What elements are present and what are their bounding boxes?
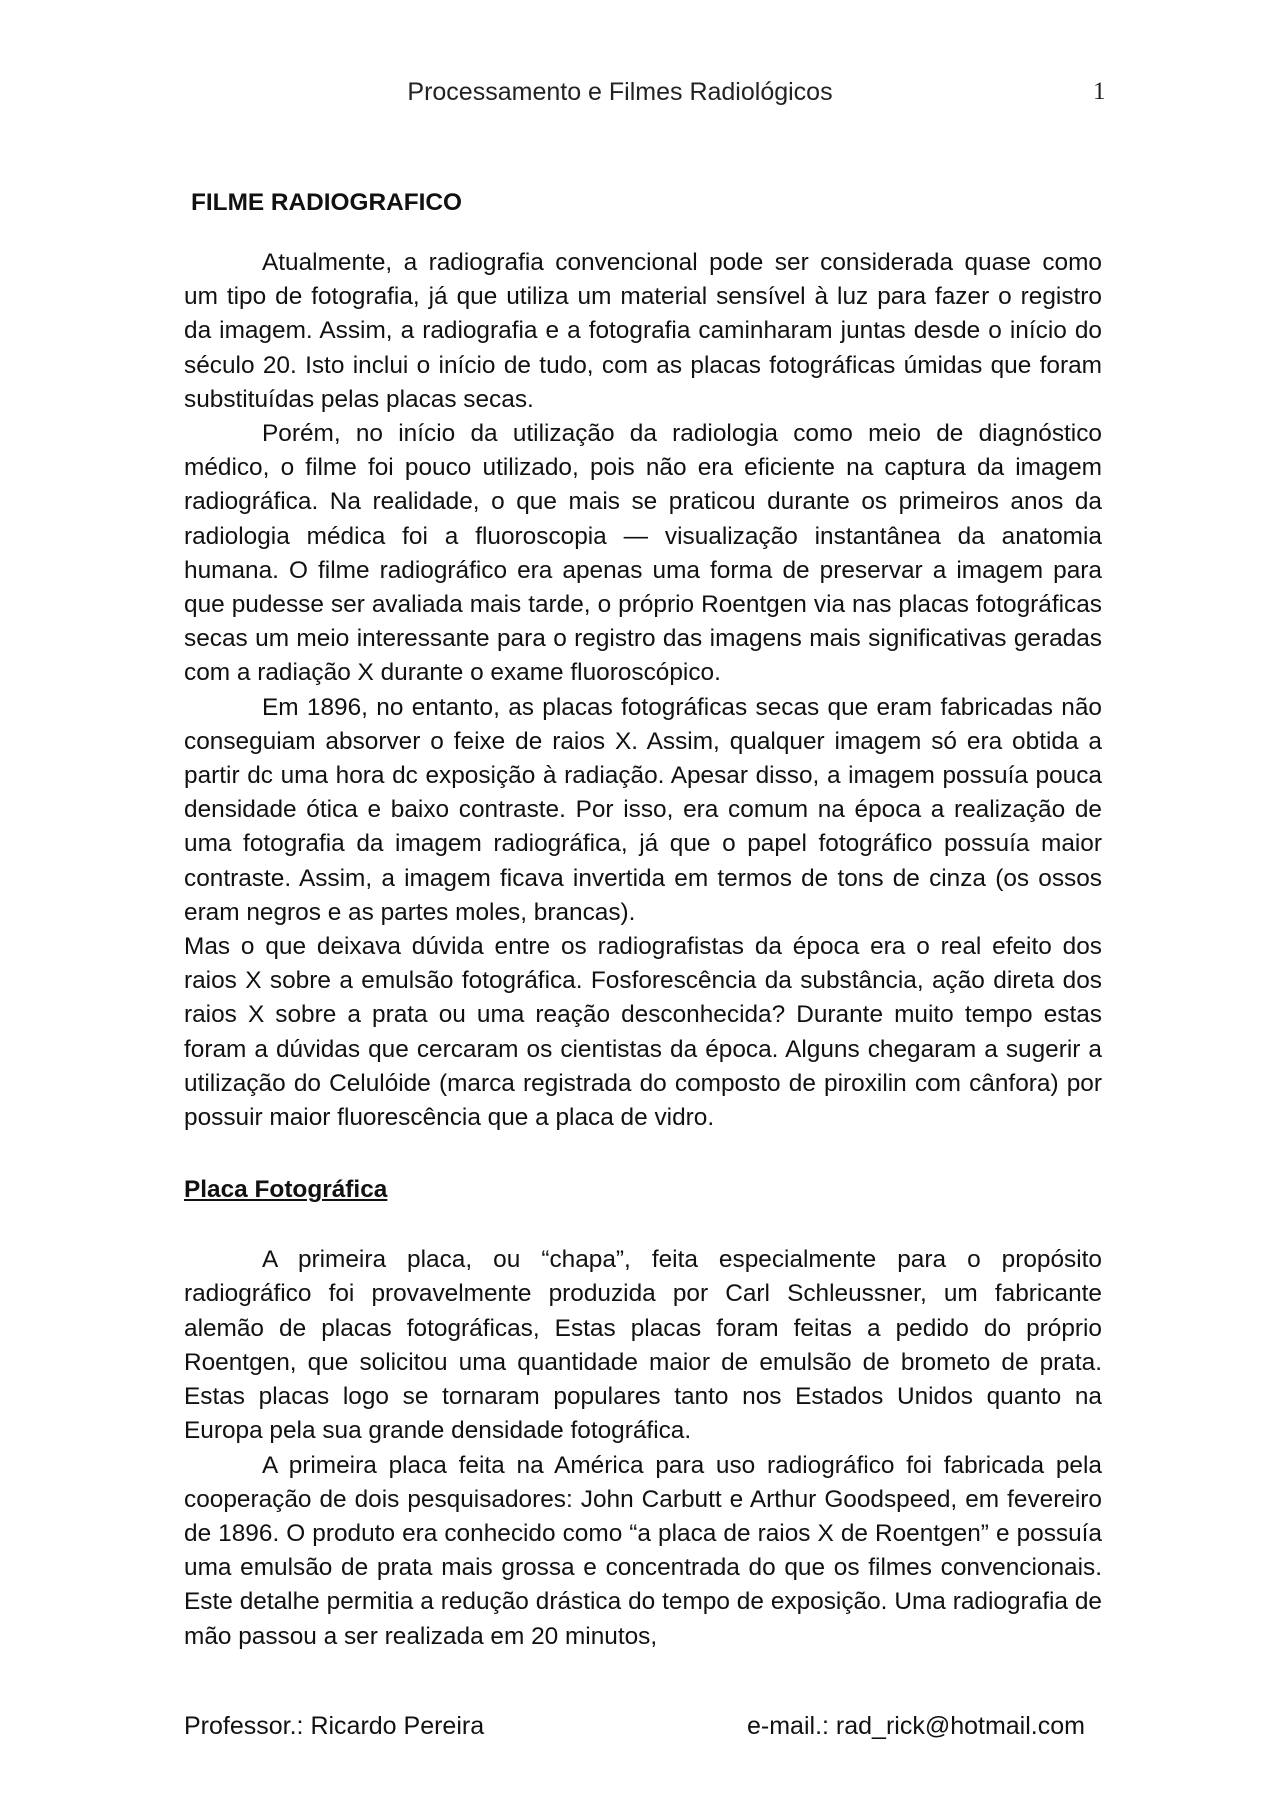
paragraph: Porém, no início da utilização da radiologia como meio de diagnóstico médico, o filme foi pouco utilizado, pois não era eficiente na captura da imagem radiográfica. Na realidade, o que mais se praticou durante os primeiros anos da radiologia médica foi a fluoroscopia — visualização instantânea da anatomia humana. O filme radiográfico era apenas uma forma de preservar a imagem para que pudesse ser avaliada mais tarde, o próprio Roentgen via nas placas fotográficas secas um meio interessante para o registro das imagens mais significativas geradas com a radiação X durante o exame fluoroscópico.: [184, 420, 1102, 687]
subsection-title: Placa Fotográfica: [184, 1176, 388, 1204]
document-body: [184, 186, 1102, 1654]
section-title: FILME RADIOGRAFICO: [191, 189, 462, 216]
paragraph: A primeira placa feita na América para uso radiográfico foi fabricada pela cooperação de dois pesquisadores: John Carbutt e Arthur Goodspeed, em fevereiro de 1896. O produto era conhecido como “a placa de raios X de Roentgen” e possuía uma emulsão de prata mais grossa e concentrada do que os filmes convencionais. Este detalhe permitia a redução drástica do tempo de exposição. Uma radiografia de mão passou a ser realizada em 20 minutos,: [184, 1451, 1102, 1650]
paragraph: A primeira placa, ou “chapa”, feita especialmente para o propósito radiográfico foi provavelmente produzida por Carl Schleussner, um fabricante alemão de placas fotográficas, Estas placas foram feitas a pedido do próprio Roentgen, que solicitou uma quantidade maior de emulsão de brometo de prata. Estas placas logo se tornaram populares tanto nos Estados Unidos quanto na Europa pela sua grande densidade fotográfica.: [184, 1246, 1102, 1445]
footer-professor: Professor.: Ricardo Pereira: [184, 1712, 485, 1740]
paragraph: Mas o que deixava dúvida entre os radiografistas da época era o real efeito dos raios X sobre a emulsão fotográfica. Fosforescência da substância, ação direta dos raios X sobre a prata ou uma reação desconhecida? Durante muito tempo estas foram a dúvidas que cercaram os cientistas da época. Alguns chegaram a sugerir a utilização do Celulóide (marca registrada do composto de piroxilin com cânfora) por possuir maior fluorescência que a placa de vidro.: [184, 933, 1102, 1132]
running-header: Processamento e Filmes Radiológicos: [407, 78, 833, 106]
paragraph: Em 1896, no entanto, as placas fotográficas secas que eram fabricadas não conseguiam absorver o feixe de raios X. Assim, qualquer imagem só era obtida a partir dc uma hora dc exposição à radiação. Apesar disso, a imagem possuía pouca densidade ótica e baixo contraste. Por isso, era comum na época a realização de uma fotografia da imagem radiográfica, já que o papel fotográfico possuía maior contraste. Assim, a imagem ficava invertida em termos de tons de cinza (os ossos eram negros e as partes moles, brancas).: [184, 693, 1102, 926]
page-number: 1: [1093, 78, 1106, 105]
footer-email: e-mail.: rad_rick@hotmail.com: [747, 1712, 1085, 1740]
paragraph: Atualmente, a radiografia convencional pode ser considerada quase como um tipo de fotografia, já que utiliza um material sensível à luz para fazer o registro da imagem. Assim, a radiografia e a fotografia caminharam juntas desde o início do século 20. Isto inclui o início de tudo, com as placas fotográficas úmidas que foram substituídas pelas placas secas.: [184, 249, 1102, 413]
